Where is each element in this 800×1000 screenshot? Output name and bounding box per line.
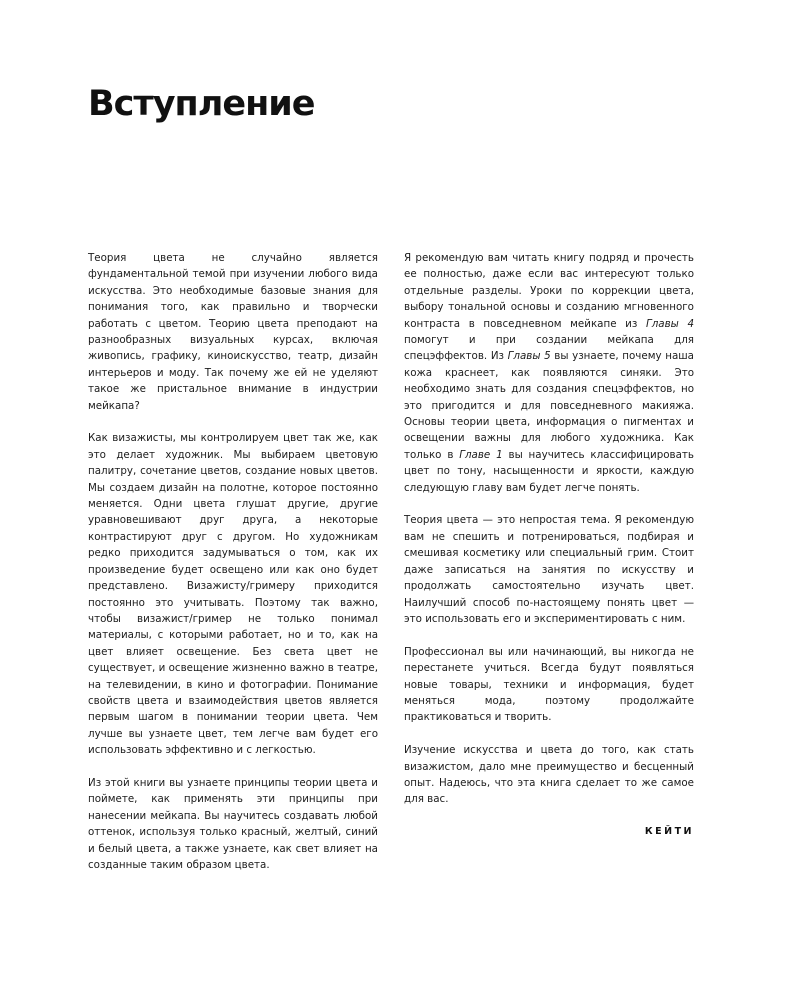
right-paragraph-1-part-c: вы узнаете, почему наша кожа краснеет, как появляются синяки. Это необходимо знать для создания спецэффектов, но это пригодится и для повседневного макияжа. Основы теории цвета, информация о пигментах и освещении важны для любого художника. Как только в xyxy=(404,350,694,461)
right-paragraph-1 xyxy=(404,250,694,496)
left-paragraph-1: Теория цвета не случайно является фундаментальной темой при изучении любого вида искусства. Это необходимые базовые знания для понимания того, как правильно и творчески работать с цветом. Теорию цвета преподают на разнообразных визуальных курсах, включая живопись, графику, киноискусство, театр, дизайн интерьеров и моду. Так почему же ей не уделяют такое же пристальное внимание в индустрии мейкапа? xyxy=(88,252,378,412)
chapter-4-reference: Главы 4 xyxy=(645,317,694,330)
right-paragraph-1-part-d: вы научитесь классифицировать цвет по тону, насыщенности и яркости, каждую следующую главу вам будет легче понять. xyxy=(404,448,694,494)
right-paragraph-1-part-a: Я рекомендую вам читать книгу подряд и прочесть ее полностью, даже если вас интересуют только отдельные разделы. Уроки по коррекции цвета, выбору тональной основы и созданию мгновенного контраста в повседневном мейкапе из xyxy=(404,252,694,330)
right-paragraph-3: Профессионал вы или начинающий, вы никогда не перестанете учиться. Всегда будут появляться новые товары, техники и информация, будет меняться мода, поэтому продолжайте практиковаться и творить. xyxy=(404,645,694,724)
right-paragraph-2: Теория цвета — это непростая тема. Я рекомендую вам не спешить и потренироваться, подбирая и смешивая косметику или специальный грим. Стоит даже записаться на занятия по искусству и продолжать самостоятельно изучать цвет. Наилучший способ по-настоящему понять цвет — это использовать его и экспериментировать с ним. xyxy=(404,514,694,625)
left-paragraph-3: Из этой книги вы узнаете принципы теории цвета и поймете, как применять эти принципы при нанесении мейкапа. Вы научитесь создавать любой оттенок, используя только красный, желтый, синий и белый цвета, а также узнаете, как свет влияет на созданные таким образом цвета. xyxy=(88,776,378,871)
right-paragraph-1-part-b: помогут и при создании мейкапа для спецэффектов. Из xyxy=(404,334,694,363)
right-paragraph-4: Изучение искусства и цвета до того, как стать визажистом, дало мне преимущество и бесценный опыт. Надеюсь, что эта книга сделает то же самое для вас. xyxy=(404,744,694,806)
author-signature: КЕЙТИ xyxy=(644,826,694,838)
left-text-column xyxy=(88,250,378,890)
right-text-column xyxy=(404,250,694,857)
left-paragraph-2: Как визажисты, мы контролируем цвет так же, как это делает художник. Мы выбираем цветовую палитру, сочетание цветов, создание новых цветов. Мы создаем дизайн на полотне, которое постоянно меняется. Одни цвета глушат другие, другие уравновешивают друг друга, а некоторые контрастируют друг с другом. Но художникам редко приходится задумываться о том, как их произведение будет освещено или как оно будет представлено. Визажисту/гримеру приходится постоянно это учитывать. Поэтому так важно, чтобы визажист/гример не только понимал материалы, с которыми работает, но и то, как на цвет влияет освещение. Без света цвет не существует, и освещение жизненно важно в театре, на телевидении, в кино и фотографии. Понимание свойств цвета и взаимодействия цветов является первым шагом в понимании теории цвета. Чем лучше вы узнаете цвет, тем легче вам будет его использовать эффективно и с легкостью. xyxy=(88,432,378,757)
page-title: Вступление xyxy=(88,84,315,124)
chapter-1-reference: Главе 1 xyxy=(459,448,503,461)
chapter-5-reference: Главы 5 xyxy=(507,350,551,363)
